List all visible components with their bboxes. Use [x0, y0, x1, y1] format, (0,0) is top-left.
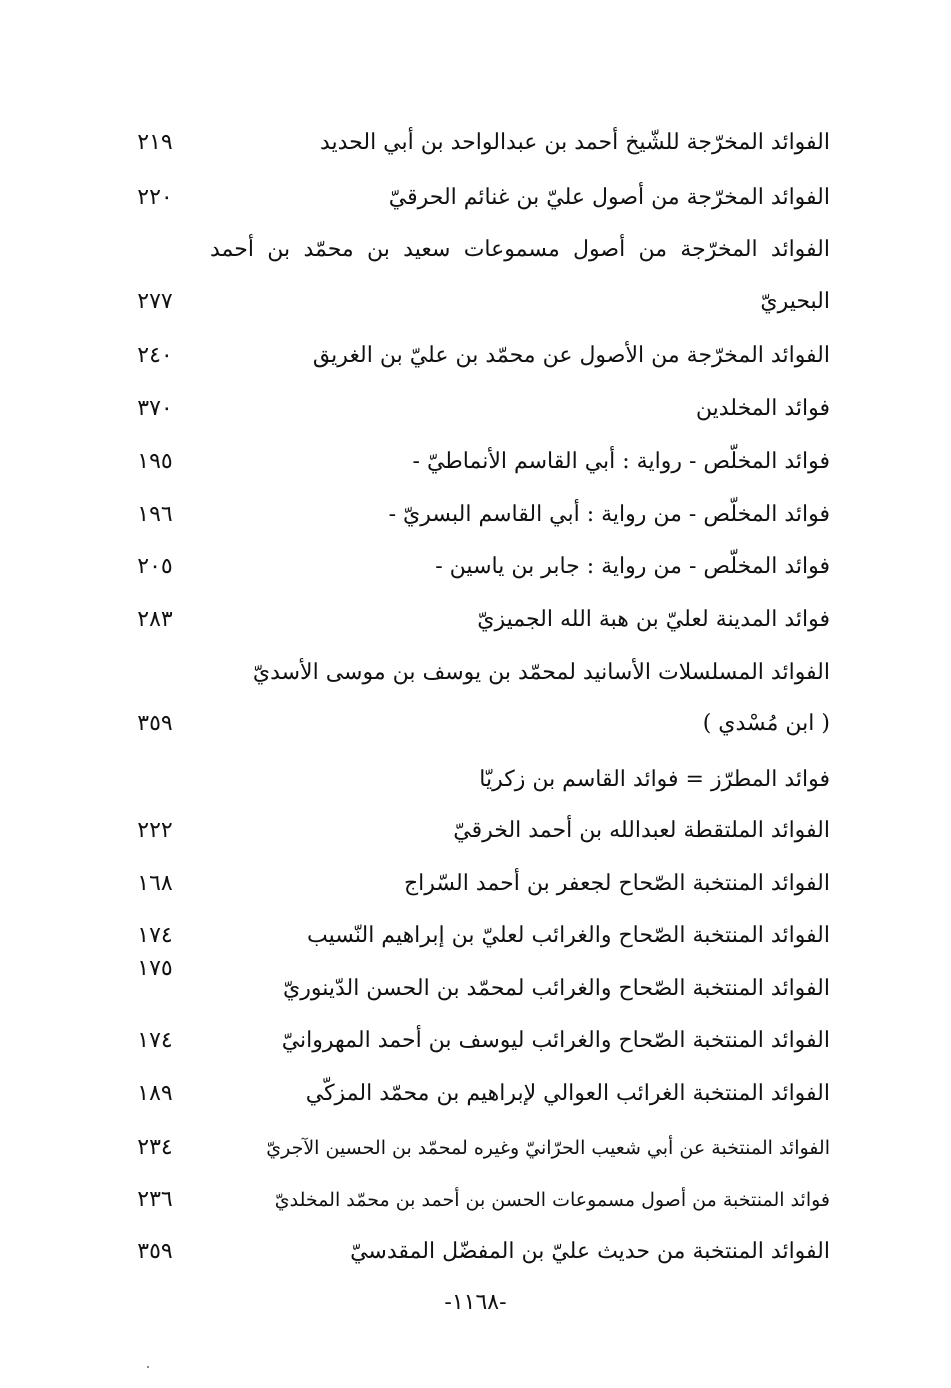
entry-page-number: ٢٣٦ [137, 1187, 173, 1212]
entry-page-number: ١٧٤ [137, 1028, 173, 1053]
entry-title: الفوائد المنتخبة عن أبي شعيب الحرّانيّ وغيره لمحمّد بن الحسين الآجريّ [266, 1137, 830, 1159]
scan-speck [147, 1366, 149, 1368]
entry-title: فوائد المخلّص - من رواية : أبي القاسم البسريّ - [388, 502, 830, 527]
entry-page-number: ٢٤٠ [137, 343, 173, 368]
entry-title: الفوائد المنتخبة من حديث عليّ بن المفضّل المقدسيّ [350, 1239, 830, 1264]
entry-page-number: ١٧٥ [137, 956, 173, 981]
entry-title: فوائد المخلدين [695, 396, 830, 421]
entry-title: فوائد المطرّز = فوائد القاسم بن زكريّا [479, 767, 830, 792]
entry-page-number: ٣٧٠ [137, 396, 173, 421]
entry-page-number: ١٧٤ [137, 923, 173, 948]
entry-title: الفوائد الملتقطة لعبدالله بن أحمد الخرقيّ [453, 818, 830, 843]
entry-page-number: ٢٢٠ [137, 185, 173, 210]
entry-title: الفوائد المنتخبة الصّحاح والغرائب ليوسف بن أحمد المهروانيّ [281, 1028, 830, 1053]
entry-title: الفوائد المنتخبة الصّحاح والغرائب لعليّ بن إبراهيم النّسيب [306, 923, 830, 948]
entry-title: الفوائد المسلسلات الأسانيد لمحمّد بن يوسف بن موسى الأسديّ [252, 660, 830, 685]
entry-page-number: ٢٨٣ [137, 607, 173, 632]
entry-title: الفوائد المخرّجة من أصول عليّ بن غنائم الحرقيّ [388, 185, 830, 210]
entry-title: الفوائد المخرّجة من أصول مسموعات سعيد بن محمّد بن أحمد [210, 237, 830, 262]
page-number: -١١٦٨- [444, 1290, 507, 1315]
entry-page-number: ٢٢٢ [137, 818, 173, 843]
entry-page-number: ٢١٩ [137, 130, 173, 155]
entry-page-number: ١٩٦ [137, 502, 173, 527]
entry-page-number: ٣٥٩ [137, 1239, 173, 1264]
entry-title: فوائد المنتخبة من أصول مسموعات الحسن بن أحمد بن محمّد المخلديّ [274, 1189, 830, 1211]
entry-title-continuation: البحيريّ [760, 289, 830, 314]
entry-title: فوائد المخلّص - من رواية : جابر بن ياسين - [435, 554, 830, 579]
entry-page-number: ١٩٥ [137, 449, 173, 474]
entry-page-number: ٢٠٥ [137, 554, 173, 579]
entry-page-number: ٢٧٧ [137, 289, 173, 314]
entry-page-number: ١٨٩ [137, 1081, 173, 1106]
entry-page-number: ٢٣٤ [137, 1135, 173, 1160]
entry-page-number: ١٦٨ [137, 871, 173, 896]
entry-title: الفوائد المخرّجة للشّيخ أحمد بن عبدالواحد بن أبي الحديد [319, 130, 830, 155]
entry-page-number: ٣٥٩ [137, 711, 173, 736]
entry-title: فوائد المخلّص - رواية : أبي القاسم الأنماطيّ - [412, 449, 830, 474]
entry-title: الفوائد المنتخبة الغرائب العوالي لإبراهيم بن محمّد المزكّي [305, 1081, 830, 1106]
entry-title-continuation: ( ابن مُسْدي ) [702, 711, 830, 736]
entry-title: الفوائد المنتخبة الصّحاح لجعفر بن أحمد السّراج [403, 871, 830, 896]
entry-title: الفوائد المنتخبة الصّحاح والغرائب لمحمّد بن الحسن الدّينوريّ [282, 976, 830, 1001]
entry-title: الفوائد المخرّجة من الأصول عن محمّد بن عليّ بن الغريق [312, 343, 830, 368]
entry-title: فوائد المدينة لعليّ بن هبة الله الجميزيّ [477, 607, 830, 632]
